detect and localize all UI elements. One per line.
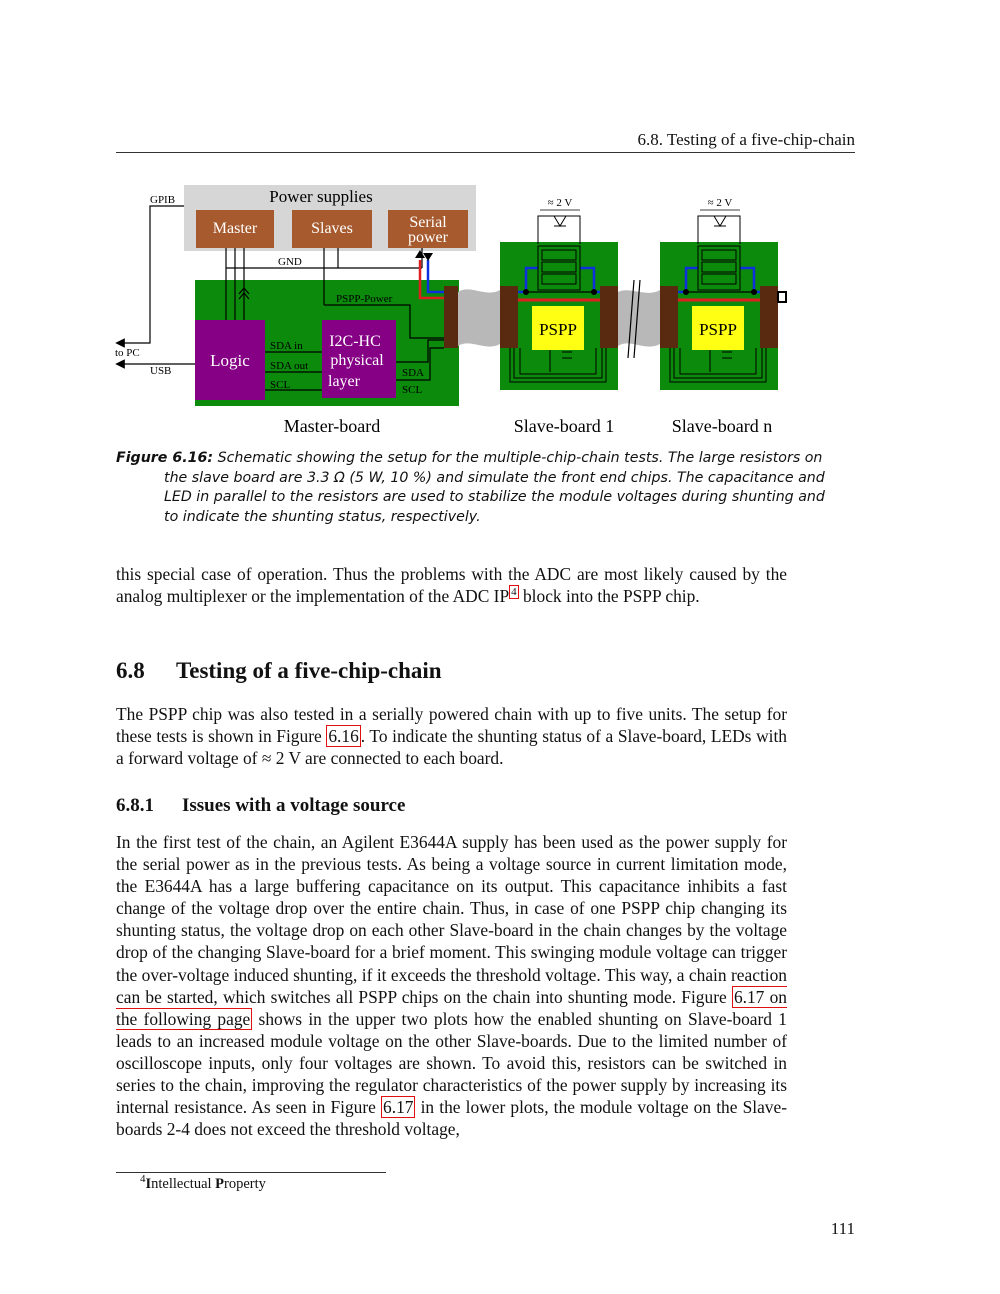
slave1-connector-right [600, 286, 618, 348]
para3-text-a: In the first test of the chain, an Agilent E3644A supply has been used as the power supply for the serial power as in the previous tests. As being a voltage source in current limitation mode, the E3644A has a large buffering capacitance on its output. This capacitance inhibits a fast change of the voltage drop over the entire chain. Thus, in case of one PSPP chip changing its shunting status, the voltage drop on each other Slave-board in the chain changes by the voltage drop of the changing Slave-board for a brief moment. This swinging module voltage can trigger the over-voltage induced shunting, if it exceeds the threshold voltage. This way, a chain reaction can be started, which switches all PSPP chips on the chain into shunting mode. Figure [116, 832, 787, 1007]
figure-ref-link-2[interactable]: 6.17 on the following page [116, 986, 787, 1029]
para3-text-b: shows in the upper two plots how the enabled shunting on Slave-board 1 leads to an increased module voltage on the other Slave-boards. Due to the limited number of oscilloscope inputs, only four voltages are shown. To avoid this, resistors can be switched in series to the chain, improving the regulator characteristics of the power supply by increasing its internal resistance. As seen in Figure [116, 1008, 787, 1118]
led-voltage-2: ≈ 2 V [707, 197, 733, 209]
master-supply-label: Master [212, 220, 258, 237]
slave-board-n-label: Slave-board n [671, 416, 773, 436]
pspp-power-label: PSPP-Power [336, 293, 393, 305]
footnote-mark: 4 [140, 1173, 146, 1186]
scl-label: SCL [270, 379, 291, 391]
master-connector [444, 286, 458, 348]
paragraph-2 [116, 703, 787, 769]
figure-ref-link-3[interactable]: 6.17 [383, 1097, 414, 1118]
caption-label: Figure 6.16: [116, 450, 214, 466]
figure-caption [116, 449, 840, 527]
gnd-label: GND [278, 256, 302, 268]
subsection-number: 6.8.1 [116, 795, 154, 816]
slave-board-1-label: Slave-board 1 [513, 416, 615, 436]
i2c-label-2: physical [330, 352, 384, 369]
subsection-title: Issues with a voltage source [182, 795, 406, 816]
para3-text-c: in the lower plots, the module voltage on the Slave-boards 2-4 does not exceed the threshold voltage, [116, 1097, 787, 1140]
footnote-b1: I [145, 1176, 152, 1192]
caption-text: Schematic showing the setup for the multiple-chip-chain tests. The large resistors on the slave board are 3.3 Ω (5 W, 10 %) and simulate the front end chips. The capacitance and LED in parallel to the resistors are used to stabilize the module voltages during shunting and to indicate the shunting status, respectively. [164, 450, 825, 525]
setup-schematic [110, 180, 800, 445]
sda-out-label: SDA out [270, 360, 309, 372]
running-title: 6.8. Testing of a five-chip-chain [637, 130, 855, 149]
to-pc-label: to PC [115, 347, 140, 359]
power-supplies-label: Power supplies [269, 187, 373, 206]
master-board-label: Master-board [283, 416, 381, 436]
figure-ref-link[interactable]: 6.16 [328, 726, 359, 747]
serial-power-label-1: Serial [409, 214, 447, 231]
logic-label: Logic [210, 351, 250, 370]
section-number: 6.8 [116, 658, 145, 683]
para1-text-a: this special case of operation. Thus the problems with the ADC are most likely caused by the analog multiplexer or the implementation of the ADC IP [116, 564, 787, 607]
footnote-ref-link[interactable]: 4 [511, 586, 517, 599]
cable-1 [458, 289, 500, 346]
scl-label-2: SCL [402, 384, 423, 396]
section-heading [116, 658, 442, 684]
sda-label-2: SDA [402, 367, 425, 379]
section-title: Testing of a five-chip-chain [176, 658, 442, 683]
footnote-t1: ntellectual [151, 1176, 216, 1192]
footnote-b2: P [215, 1176, 225, 1192]
pspp-label-1: PSPP [539, 320, 577, 339]
gpib-line [120, 206, 184, 343]
slave1-connector-left-top [500, 286, 518, 348]
paragraph-1 [116, 563, 787, 607]
i2c-label-1: I2C-HC [329, 333, 381, 350]
footnote-t2: roperty [224, 1176, 266, 1192]
running-header [116, 128, 855, 153]
pspp-label-2: PSPP [699, 320, 737, 339]
subsection-heading [116, 795, 405, 817]
gpib-label: GPIB [150, 194, 176, 206]
slaven-connector-left [660, 286, 678, 348]
para2-text-b: . To indicate the shunting status of a Slave-board, LEDs with a forward voltage of ≈ 2 V are connected to each board. [116, 726, 787, 769]
paragraph-3 [116, 831, 787, 1140]
footnote-rule [116, 1172, 386, 1173]
i2c-label-3: layer [328, 373, 360, 390]
slaves-supply-label: Slaves [311, 220, 353, 237]
footnote [140, 1173, 266, 1193]
para2-text-a: The PSPP chip was also tested in a serially powered chain with up to five units. The setup for these tests is shown in Figure [116, 704, 787, 747]
led-voltage-1: ≈ 2 V [547, 197, 573, 209]
para1-text-b: block into the PSPP chip. [518, 586, 700, 607]
usb-label: USB [150, 365, 172, 377]
page-number: 111 [830, 1219, 855, 1238]
serial-power-label-2: power [408, 229, 448, 246]
slaven-connector-right [760, 286, 778, 348]
sda-in-label: SDA in [270, 340, 303, 352]
